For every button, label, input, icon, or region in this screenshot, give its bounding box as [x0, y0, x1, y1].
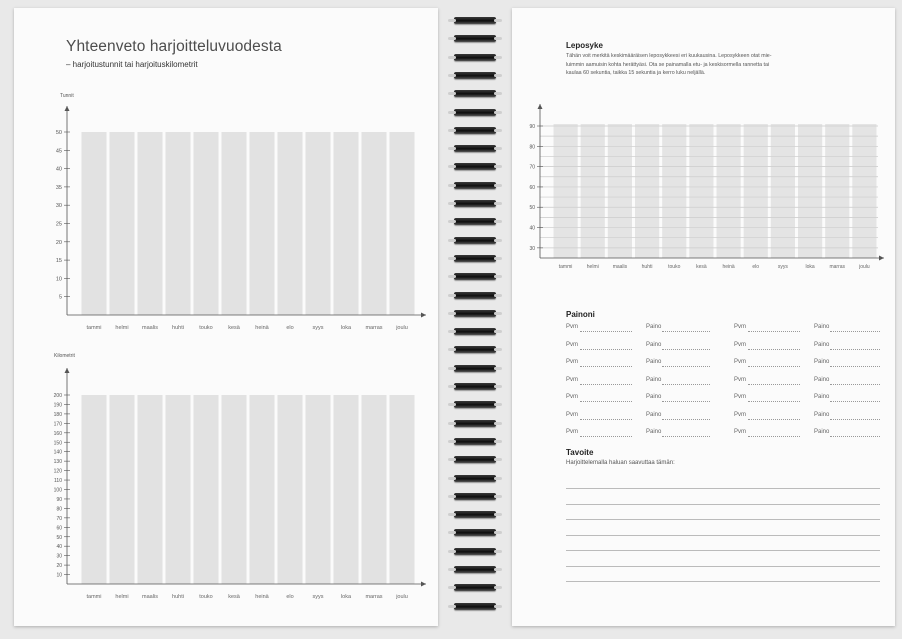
spiral-ring: [454, 127, 496, 134]
bar-heinä: [250, 132, 275, 315]
date-label: Pvm: [566, 411, 578, 418]
spiral-ring: [454, 145, 496, 152]
y-tick-label: 80: [529, 144, 535, 151]
x-tick-label-helmi: helmi: [115, 594, 129, 600]
date-label: Pvm: [566, 429, 578, 435]
date-field[interactable]: [580, 384, 632, 385]
bar-marras: [825, 124, 849, 258]
x-tick-label-heinä: heinä: [255, 594, 269, 600]
spiral-ring: [454, 420, 496, 427]
spiral-ring: [454, 511, 496, 518]
x-tick-label-kesä: kesä: [228, 594, 240, 600]
y-tick-label: 20: [56, 563, 62, 570]
spiral-ring: [454, 109, 496, 116]
bar-helmi: [581, 124, 605, 258]
spiral-ring: [454, 493, 496, 500]
spiral-binding: [438, 8, 512, 626]
date-label: Pvm: [734, 394, 746, 400]
x-tick-label-huhti: huhti: [641, 264, 653, 270]
goal-writing-line[interactable]: [566, 535, 880, 536]
x-tick-label-helmi: helmi: [586, 264, 599, 270]
x-tick-label-huhti: huhti: [172, 594, 184, 600]
y-tick-label: 200: [53, 393, 62, 399]
date-field[interactable]: [748, 419, 800, 420]
km-axis-label: Kilometrit: [54, 353, 75, 359]
page-title: Yhteenveto harjoitteluvuodesta: [66, 38, 282, 55]
left-page: [14, 8, 438, 626]
y-tick-label: 190: [53, 402, 62, 409]
weight-label: Paino: [814, 394, 830, 400]
date-field[interactable]: [580, 349, 632, 350]
bar-loka: [334, 132, 359, 315]
bar-loka: [334, 395, 359, 584]
spiral-ring: [454, 200, 496, 207]
x-tick-label-marras: marras: [365, 594, 383, 600]
bar-tammi: [554, 124, 578, 258]
bar-elo: [278, 395, 303, 584]
weight-field[interactable]: [830, 366, 880, 367]
y-tick-label: 70: [56, 515, 62, 522]
y-axis-arrow: [538, 104, 543, 109]
weight-field[interactable]: [662, 366, 710, 367]
weight-label: Paino: [814, 341, 830, 348]
bar-heinä: [717, 124, 741, 258]
y-tick-label: 45: [55, 148, 62, 155]
x-axis-arrow: [421, 313, 426, 318]
x-tick-label-kesä: kesä: [696, 264, 707, 270]
spiral-ring: [454, 237, 496, 244]
bar-huhti: [635, 124, 659, 258]
bar-huhti: [166, 132, 191, 315]
spiral-ring: [454, 35, 496, 42]
bar-marras: [362, 395, 387, 584]
date-label: Pvm: [734, 359, 746, 365]
page-subtitle: – harjoitustunnit tai harjoituskilometrit: [66, 60, 198, 69]
weight-field[interactable]: [830, 349, 880, 350]
date-field[interactable]: [748, 436, 800, 437]
x-tick-label-loka: loka: [340, 594, 352, 600]
spiral-ring: [454, 292, 496, 299]
weight-field[interactable]: [830, 419, 880, 420]
leposyke-line: luimmin aamuisin kohta herättyäsi. Ota se painamalla etu- ja keskisormella rannetta tai: [566, 61, 770, 68]
spiral-ring: [454, 90, 496, 97]
x-tick-label-kesä: kesä: [228, 325, 240, 331]
weight-field[interactable]: [830, 384, 880, 385]
date-label: Pvm: [734, 411, 746, 418]
date-field[interactable]: [580, 331, 632, 332]
y-tick-label: 110: [54, 478, 62, 485]
bar-elo: [278, 132, 303, 315]
bar-tammi: [82, 132, 107, 315]
date-label: Pvm: [734, 376, 746, 383]
spiral-ring: [454, 310, 496, 317]
date-field[interactable]: [748, 331, 800, 332]
x-tick-label-syys: syys: [777, 264, 788, 270]
bar-touko: [662, 124, 686, 258]
weight-label: Paino: [646, 411, 662, 418]
date-field[interactable]: [748, 349, 800, 350]
date-field[interactable]: [580, 401, 632, 402]
spiral-ring: [454, 218, 496, 225]
bar-syys: [306, 395, 331, 584]
x-tick-label-loka: loka: [805, 264, 815, 270]
date-label: Pvm: [566, 376, 578, 383]
goal-writing-line[interactable]: [566, 566, 880, 567]
date-field[interactable]: [580, 419, 632, 420]
tavoite-title: Tavoite: [566, 448, 594, 457]
x-tick-label-tammi: tammi: [86, 325, 102, 331]
weight-field[interactable]: [830, 401, 880, 402]
y-tick-label: 40: [55, 166, 62, 173]
spiral-ring: [454, 383, 496, 390]
weight-field[interactable]: [662, 419, 710, 420]
date-label: Pvm: [734, 324, 746, 330]
weight-label: Paino: [814, 411, 830, 418]
y-tick-label: 80: [56, 506, 62, 513]
x-tick-label-maalis: maalis: [142, 325, 158, 331]
y-tick-label: 140: [53, 449, 62, 456]
kilometers-chart: [14, 356, 438, 600]
weight-field[interactable]: [662, 401, 710, 402]
weight-field[interactable]: [662, 436, 710, 437]
spiral-ring: [454, 475, 496, 482]
y-tick-label: 20: [55, 239, 62, 246]
spiral-ring: [454, 17, 496, 24]
weight-field[interactable]: [830, 331, 880, 332]
goal-writing-line[interactable]: [566, 488, 880, 489]
x-tick-label-joulu: joulu: [396, 325, 408, 331]
y-tick-label: 30: [55, 203, 62, 210]
spiral-ring: [454, 529, 496, 536]
date-label: Pvm: [566, 394, 578, 400]
leposyke-line: kaulaa 60 sekuntia, taikka 15 sekuntia ja kerro luku neljällä.: [566, 70, 706, 77]
leposyke-title: Leposyke: [566, 41, 603, 50]
date-label: Pvm: [566, 324, 578, 330]
y-tick-label: 10: [56, 572, 62, 579]
date-field[interactable]: [748, 384, 800, 385]
bar-helmi: [110, 395, 135, 584]
leposyke-line: Tähän voit merkitä keskimääräisen leposykkeesi eri kuukausina. Leposykkeen otat mie-: [566, 53, 772, 59]
y-tick-label: 40: [56, 544, 62, 551]
date-label: Pvm: [734, 429, 746, 435]
y-tick-label: 25: [55, 221, 62, 228]
weight-field[interactable]: [830, 436, 880, 437]
weight-label: Paino: [646, 394, 662, 400]
bar-loka: [798, 124, 822, 258]
hours-axis-label: Tunnit: [60, 93, 74, 99]
bar-joulu: [390, 132, 415, 315]
spiral-ring: [454, 456, 496, 463]
spiral-ring: [454, 72, 496, 79]
x-tick-label-tammi: tammi: [558, 264, 573, 270]
weight-field[interactable]: [662, 331, 710, 332]
bar-touko: [194, 395, 219, 584]
bar-kesä: [689, 124, 713, 258]
x-tick-label-joulu: joulu: [396, 594, 408, 600]
date-field[interactable]: [580, 436, 632, 437]
y-tick-label: 130: [53, 459, 62, 466]
date-label: Pvm: [566, 341, 578, 348]
date-field[interactable]: [748, 366, 800, 367]
y-tick-label: 60: [529, 184, 535, 191]
goal-writing-line[interactable]: [566, 504, 880, 505]
bar-syys: [771, 124, 795, 258]
bar-maalis: [138, 395, 163, 584]
goal-writing-line[interactable]: [566, 550, 880, 551]
leposyke-description: [566, 52, 888, 78]
x-tick-label-syys: syys: [312, 325, 324, 331]
y-axis-arrow: [65, 368, 70, 373]
x-tick-label-huhti: huhti: [172, 325, 184, 331]
x-tick-label-syys: syys: [312, 594, 324, 600]
date-field[interactable]: [580, 366, 632, 367]
bar-touko: [194, 132, 219, 315]
weight-label: Paino: [814, 324, 830, 330]
bar-kesä: [222, 395, 247, 584]
x-tick-label-loka: loka: [340, 325, 352, 331]
weight-label: Paino: [814, 429, 830, 435]
painoni-title: Painoni: [566, 310, 595, 319]
y-tick-label: 50: [529, 205, 535, 212]
spiral-ring: [454, 566, 496, 573]
bar-helmi: [110, 132, 135, 315]
x-tick-label-heinä: heinä: [722, 264, 735, 270]
right-page: [512, 8, 895, 626]
y-tick-label: 5: [58, 294, 62, 301]
weight-label: Paino: [646, 324, 662, 330]
goal-writing-line[interactable]: [566, 519, 880, 520]
spiral-ring: [454, 273, 496, 280]
tavoite-prompt: Harjoittelemalla haluan saavuttaa tämän:: [566, 460, 675, 466]
x-tick-label-heinä: heinä: [255, 325, 269, 331]
y-tick-label: 180: [53, 411, 62, 418]
x-tick-label-marras: marras: [365, 325, 383, 331]
bar-tammi: [82, 395, 107, 584]
bar-maalis: [138, 132, 163, 315]
spiral-ring: [454, 346, 496, 353]
y-tick-label: 30: [56, 553, 62, 560]
y-tick-label: 40: [529, 225, 535, 232]
y-tick-label: 70: [529, 164, 535, 171]
spiral-ring: [454, 328, 496, 335]
x-tick-label-touko: touko: [199, 325, 213, 331]
spiral-ring: [454, 255, 496, 262]
y-tick-label: 35: [55, 184, 62, 191]
hours-chart: [14, 96, 438, 336]
spiral-ring: [454, 584, 496, 591]
date-label: Pvm: [734, 341, 746, 348]
y-tick-label: 160: [53, 430, 62, 437]
spiral-ring: [454, 603, 496, 610]
y-axis-arrow: [65, 106, 70, 111]
bar-huhti: [166, 395, 191, 584]
date-field[interactable]: [748, 401, 800, 402]
weight-label: Paino: [646, 376, 662, 383]
x-tick-label-maalis: maalis: [142, 594, 158, 600]
y-tick-label: 15: [55, 258, 62, 265]
y-tick-label: 120: [53, 468, 62, 475]
bar-elo: [744, 124, 768, 258]
weight-label: Paino: [646, 429, 662, 435]
x-tick-label-touko: touko: [199, 594, 213, 600]
y-tick-label: 100: [53, 487, 62, 494]
weight-field[interactable]: [662, 384, 710, 385]
spiral-ring: [454, 54, 496, 61]
x-tick-label-joulu: joulu: [859, 264, 870, 270]
y-tick-label: 30: [529, 245, 535, 252]
x-tick-label-elo: elo: [286, 594, 294, 600]
weight-label: Paino: [814, 359, 830, 365]
x-tick-label-maalis: maalis: [612, 264, 628, 270]
spiral-ring: [454, 401, 496, 408]
spiral-ring: [454, 182, 496, 189]
weight-label: Paino: [646, 341, 662, 348]
y-tick-label: 50: [56, 534, 62, 541]
date-label: Pvm: [566, 359, 578, 365]
x-tick-label-touko: touko: [668, 264, 681, 270]
y-tick-label: 170: [53, 421, 62, 428]
bar-joulu: [390, 395, 415, 584]
weight-field[interactable]: [662, 349, 710, 350]
y-tick-label: 50: [55, 130, 62, 136]
y-tick-label: 10: [55, 276, 62, 283]
bar-marras: [362, 132, 387, 315]
spiral-ring: [454, 163, 496, 170]
y-tick-label: 90: [529, 124, 535, 130]
x-tick-label-marras: marras: [829, 264, 846, 270]
x-tick-label-elo: elo: [286, 325, 294, 331]
bar-joulu: [852, 124, 876, 258]
y-tick-label: 60: [56, 525, 62, 532]
weight-label: Paino: [814, 376, 830, 383]
bar-heinä: [250, 395, 275, 584]
x-axis-arrow: [421, 582, 426, 587]
bar-kesä: [222, 132, 247, 315]
spiral-ring: [454, 365, 496, 372]
spiral-ring: [454, 548, 496, 555]
x-tick-label-tammi: tammi: [86, 594, 102, 600]
goal-writing-line[interactable]: [566, 581, 880, 582]
x-tick-label-helmi: helmi: [115, 325, 129, 331]
bar-syys: [306, 132, 331, 315]
bar-maalis: [608, 124, 632, 258]
resting-pulse-chart: [512, 98, 895, 268]
spiral-ring: [454, 438, 496, 445]
x-axis-arrow: [879, 256, 884, 261]
y-tick-label: 90: [56, 496, 62, 503]
y-tick-label: 150: [53, 440, 62, 447]
weight-label: Paino: [646, 359, 662, 365]
x-tick-label-elo: elo: [752, 264, 760, 270]
